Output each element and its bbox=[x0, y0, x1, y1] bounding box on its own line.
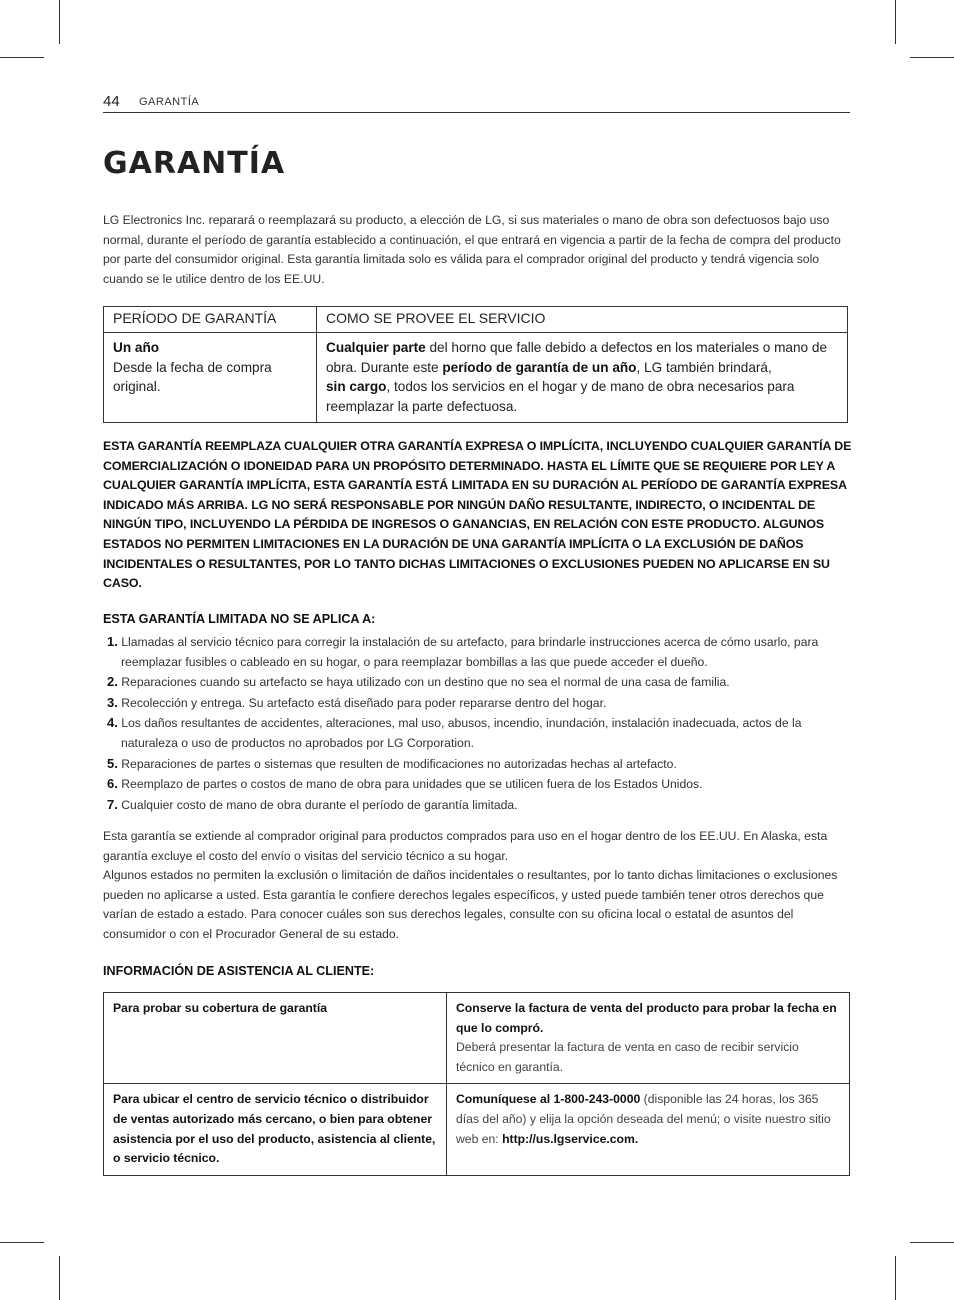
item-text: Reemplazo de partes o costos de mano de obra para unidades que se utilicen fuera de los Estados Unidos. bbox=[121, 777, 703, 792]
service-text-3: , todos los servicios en el hogar y de mano de obra necesarios para reemplazar la parte defectuosa. bbox=[326, 379, 795, 414]
list-item bbox=[103, 693, 853, 714]
coverage-label: Para probar su cobertura de garantía bbox=[113, 1001, 328, 1015]
crop-mark-top-left-v bbox=[59, 0, 60, 44]
period-cell bbox=[104, 333, 317, 423]
service-text-1: del horno que falle debido a defectos en los materiales o mano de obra. Durante este bbox=[326, 340, 827, 375]
contact-note: (disponible las 24 horas, los 365 días del año) y elija la opción deseada del menú; o visite nuestro sitio web en: bbox=[456, 1092, 831, 1146]
item-text: Los daños resultantes de accidentes, alteraciones, mal uso, abusos, incendio, inundación, instalación inadecuada, actos de la naturaleza o uso de productos no aprobados por LG Corporation. bbox=[121, 716, 802, 750]
item-text: Recolección y entrega. Su artefacto está diseñado para poder repararse dentro del hogar. bbox=[121, 695, 607, 710]
item-number: 7. bbox=[107, 796, 118, 812]
item-number: 1. bbox=[107, 634, 118, 649]
item-text: Llamadas al servicio técnico para corregir la instalación de su artefacto, para brindarle instrucciones acerca de cómo usarlo, para reemplazar fusibles o cableado en su hogar, o para reemplazar bombillas a las que puede acceder el dueño. bbox=[121, 635, 819, 669]
running-header bbox=[103, 93, 850, 113]
item-number: 3. bbox=[107, 694, 118, 710]
crop-mark-bottom-right-h bbox=[910, 1242, 954, 1243]
list-item bbox=[103, 713, 853, 753]
service-text-2: , LG también brindará, bbox=[636, 359, 772, 375]
crop-mark-top-right-h bbox=[910, 57, 954, 58]
item-number: 5. bbox=[107, 755, 118, 771]
assistance-row2-left bbox=[104, 1084, 447, 1175]
item-text: Reparaciones cuando su artefacto se haya utilizado con un destino que no sea el normal de una casa de familia. bbox=[121, 675, 730, 690]
exclusions-list bbox=[103, 632, 853, 815]
keep-receipt-text: Conserve la factura de venta del producto para probar la fecha en que lo compró. bbox=[456, 1001, 837, 1035]
section-label: GARANTÍA bbox=[139, 96, 200, 108]
extension-paragraph-2: Algunos estados no permiten la exclusión o limitación de daños incidentales o resultantes, por lo tanto dichas limitaciones o exclusiones pueden no aplicarse a usted. Esta garantía le confiere derechos legales específicos, y usted puede también tener otros derechos que varían de estado a estado. Para conocer cuáles son sus derechos legales, consulte con su oficina local o estatal de asuntos del consumidor o con el Procurador General de su estado. bbox=[103, 868, 838, 941]
warranty-table bbox=[103, 306, 848, 423]
item-number: 6. bbox=[107, 776, 118, 792]
period-header: PERÍODO DE GARANTÍA bbox=[104, 307, 317, 333]
crop-mark-top-right-v bbox=[895, 0, 896, 44]
assistance-row bbox=[104, 993, 850, 1084]
extension-text bbox=[103, 827, 853, 945]
list-item bbox=[103, 795, 853, 816]
service-header: COMO SE PROVEE EL SERVICIO bbox=[317, 307, 848, 333]
extension-paragraph-1: Esta garantía se extiende al comprador original para productos comprados para uso en el hogar dentro de los EE.UU. En Alaska, esta garantía excluye el costo del envío o visitas del servicio técnico a su hogar. bbox=[103, 829, 828, 863]
assistance-row2-right bbox=[447, 1084, 850, 1175]
service-bold-1: Cualquier parte bbox=[326, 340, 426, 355]
page-number: 44 bbox=[103, 93, 120, 110]
period-title: Un año bbox=[113, 340, 160, 355]
phone-number: Comuníquese al 1-800-243-0000 bbox=[456, 1092, 641, 1107]
receipt-note: Deberá presentar la factura de venta en caso de recibir servicio técnico en garantía. bbox=[456, 1040, 799, 1074]
disclaimer-paragraph: ESTA GARANTÍA REEMPLAZA CUALQUIER OTRA GARANTÍA EXPRESA O IMPLÍCITA, INCLUYENDO CUALQUIER GARANTÍA DE COMERCIALIZACIÓN O IDONEIDAD PARA UN PROPÓSITO DETERMINADO. HASTA EL LÍMITE QUE SE REQUIERE POR LEY A CUALQUIER GARANTÍA IMPLÍCITA, ESTA GARANTÍA ESTÁ LIMITADA EN SU DURACIÓN AL PERÍODO DE GARANTÍA EXPRESA INDICADO MÁS ARRIBA. LG NO SERÁ RESPONSABLE POR NINGÚN DAÑO RESULTANTE, INDIRECTO, O INCIDENTAL DE NINGÚN TIPO, INCLUYENDO LA PÉRDIDA DE INGRESOS O GANANCIAS, EN RELACIÓN CON ESTE PRODUCTO. ALGUNOS ESTADOS NO PERMITEN LIMITACIONES EN LA DURACIÓN DE UNA GARANTÍA IMPLÍCITA O LA EXCLUSIÓN DE DAÑOS INCIDENTALES O RESULTANTES, POR LO TANTO DICHAS LIMITACIONES O EXCLUSIONES PUEDEN NO APLICARSE EN SU CASO. bbox=[103, 439, 852, 591]
intro-paragraph: LG Electronics Inc. reparará o reemplazará su producto, a elección de LG, si sus materiales o mano de obra son defectuosos bajo uso normal, durante el período de garantía establecido a continuación, el que entrará en vigencia a partir de la fecha de compra del producto por parte del consumidor original. Esta garantía limitada solo es válida para el comprador original del producto y tendrá vigencia solo cuando se le utilice dentro de los EE.UU. bbox=[103, 213, 841, 286]
list-item bbox=[103, 754, 853, 775]
assistance-row1-right bbox=[447, 993, 850, 1084]
crop-mark-bottom-right-v bbox=[895, 1256, 896, 1300]
item-text: Reparaciones de partes o sistemas que resulten de modificaciones no autorizadas hechas al artefacto. bbox=[121, 756, 677, 771]
crop-mark-bottom-left-h bbox=[0, 1242, 44, 1243]
page-title: GARANTÍA bbox=[103, 146, 286, 181]
warranty-table-header-row bbox=[104, 307, 848, 333]
exclusions-heading: ESTA GARANTÍA LIMITADA NO SE APLICA A: bbox=[103, 612, 376, 626]
assistance-table bbox=[103, 992, 850, 1176]
period-description: Desde la fecha de compra original. bbox=[113, 359, 272, 395]
assistance-row1-left bbox=[104, 993, 447, 1084]
warranty-table-row bbox=[104, 333, 848, 423]
crop-mark-bottom-left-v bbox=[59, 1256, 60, 1300]
list-item bbox=[103, 632, 853, 672]
item-text: Cualquier costo de mano de obra durante el período de garantía limitada. bbox=[121, 797, 518, 812]
list-item bbox=[103, 672, 853, 693]
service-bold-3: sin cargo bbox=[326, 379, 387, 395]
assistance-row bbox=[104, 1084, 850, 1175]
service-cell bbox=[317, 333, 848, 423]
assistance-heading: INFORMACIÓN DE ASISTENCIA AL CLIENTE: bbox=[103, 964, 375, 978]
service-bold-2: período de garantía de un año bbox=[442, 359, 637, 375]
crop-mark-top-left-h bbox=[0, 57, 44, 58]
list-item bbox=[103, 774, 853, 795]
website-link[interactable]: http://us.lgservice.com. bbox=[502, 1131, 639, 1146]
item-number: 4. bbox=[107, 715, 118, 731]
item-number: 2. bbox=[107, 674, 118, 690]
service-center-label: Para ubicar el centro de servicio técnico o distribuidor de ventas autorizado más cercano, o bien para obtener asistencia por el uso del producto, asistencia al cliente, o servicio técnico. bbox=[113, 1092, 436, 1166]
